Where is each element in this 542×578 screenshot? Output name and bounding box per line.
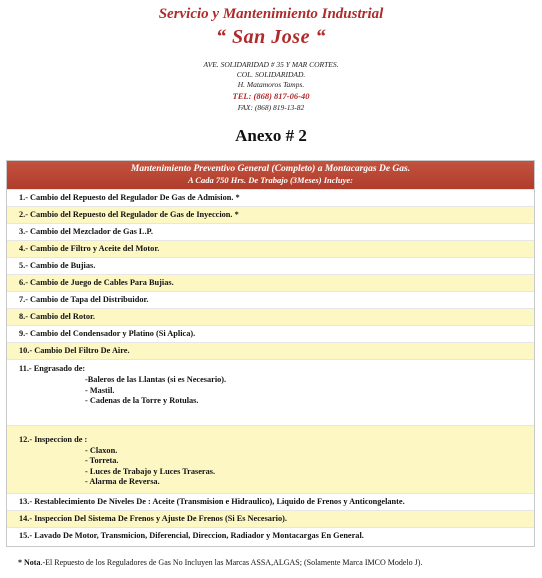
- row-text: 5.- Cambio de Bujias.: [19, 261, 96, 270]
- table-row: [7, 206, 534, 223]
- table-row: [7, 359, 534, 425]
- address-line-1: AVE. SOLIDARIDAD # 35 Y MAR CORTES.: [203, 60, 339, 69]
- telephone: TEL: (868) 817-06-40: [232, 91, 310, 101]
- table-row: [7, 325, 534, 342]
- table-row: [7, 291, 534, 308]
- row-text: 6.- Cambio de Juego de Cables Para Bujias.: [19, 278, 174, 287]
- row-text: 12.- Inspeccion de :: [19, 434, 88, 444]
- row-text: 2.- Cambio del Repuesto del Regulador de Gas de Inyeccion. *: [19, 210, 239, 219]
- row-subitem: - Alarma de Reversa.: [85, 477, 160, 486]
- table-row: [7, 342, 534, 359]
- row-subitem: - Claxon.: [85, 445, 118, 455]
- table-banner: [7, 161, 534, 189]
- table-row: [7, 425, 534, 493]
- row-text: 15.- Lavado De Motor, Transmicion, Diferencial, Direccion, Radiador y Montacargas En General.: [19, 530, 364, 540]
- row-text: 14.- Inspeccion Del Sistema De Frenos y Ajuste De Frenos (Si Es Necesario).: [19, 513, 287, 523]
- table-row: [7, 223, 534, 240]
- row-subitem: - Cadenas de la Torre y Rotulas.: [85, 396, 199, 405]
- row-text: 13.- Restablecimiento De Niveles De : Aceite (Transmision e Hidraulico), Liquido de Frenos y Anticongelante.: [19, 496, 405, 506]
- table-row: [7, 510, 534, 527]
- row-text: 7.- Cambio de Tapa del Distribuidor.: [19, 295, 149, 304]
- company-name: Servicio y Mantenimiento Industrial: [158, 6, 384, 22]
- row-subitem: - Torreta.: [85, 456, 119, 465]
- row-text: 10.- Cambio Del Filtro De Aire.: [19, 346, 130, 355]
- table-row: [7, 189, 534, 206]
- row-text: 9.- Cambio del Condensador y Platino (Si Aplica).: [19, 329, 196, 338]
- banner-title: Mantenimiento Preventivo General (Completo) a Montacargas De Gas.: [130, 164, 411, 174]
- table-row: [7, 240, 534, 257]
- table-row: [7, 274, 534, 291]
- row-subitem: -Baleros de las Llantas (si es Necesario).: [85, 375, 227, 384]
- row-subitem: - Luces de Trabajo y Luces Traseras.: [85, 466, 216, 476]
- note-label: * Nota: [18, 558, 41, 567]
- row-text: 4.- Cambio de Filtro y Aceite del Motor.: [19, 244, 160, 253]
- table-row: [7, 493, 534, 510]
- page-title: Anexo # 2: [235, 126, 307, 145]
- footnote: [18, 558, 422, 567]
- table-row: [7, 257, 534, 274]
- fax: FAX: (868) 819-13-82: [237, 103, 305, 112]
- row-text: 1.- Cambio del Repuesto del Regulador De Gas de Admision. *: [19, 193, 240, 202]
- row-text: 3.- Cambio del Mezclador de Gas L.P.: [19, 227, 153, 236]
- table-row: [7, 308, 534, 325]
- table-row: [7, 527, 534, 546]
- row-text: 8.- Cambio del Rotor.: [19, 312, 95, 321]
- address-line-3: H. Matamoros Tamps.: [237, 80, 305, 89]
- maintenance-table: [6, 160, 535, 547]
- banner-subtitle: A Cada 750 Hrs. De Trabajo (3Meses) Incluye:: [188, 175, 353, 185]
- row-text: 11.- Engrasado de:: [19, 364, 86, 373]
- address-line-2: COL. SOLIDARIDAD.: [236, 70, 306, 79]
- note-text: .-El Repuesto de los Reguladores de Gas No Incluyen las Marcas ASSA,ALGAS; (Solamente Marca IMCO Modelo J).: [40, 558, 423, 567]
- brand-name: “ San Jose “: [216, 26, 326, 48]
- row-subitem: - Mastil.: [85, 385, 115, 395]
